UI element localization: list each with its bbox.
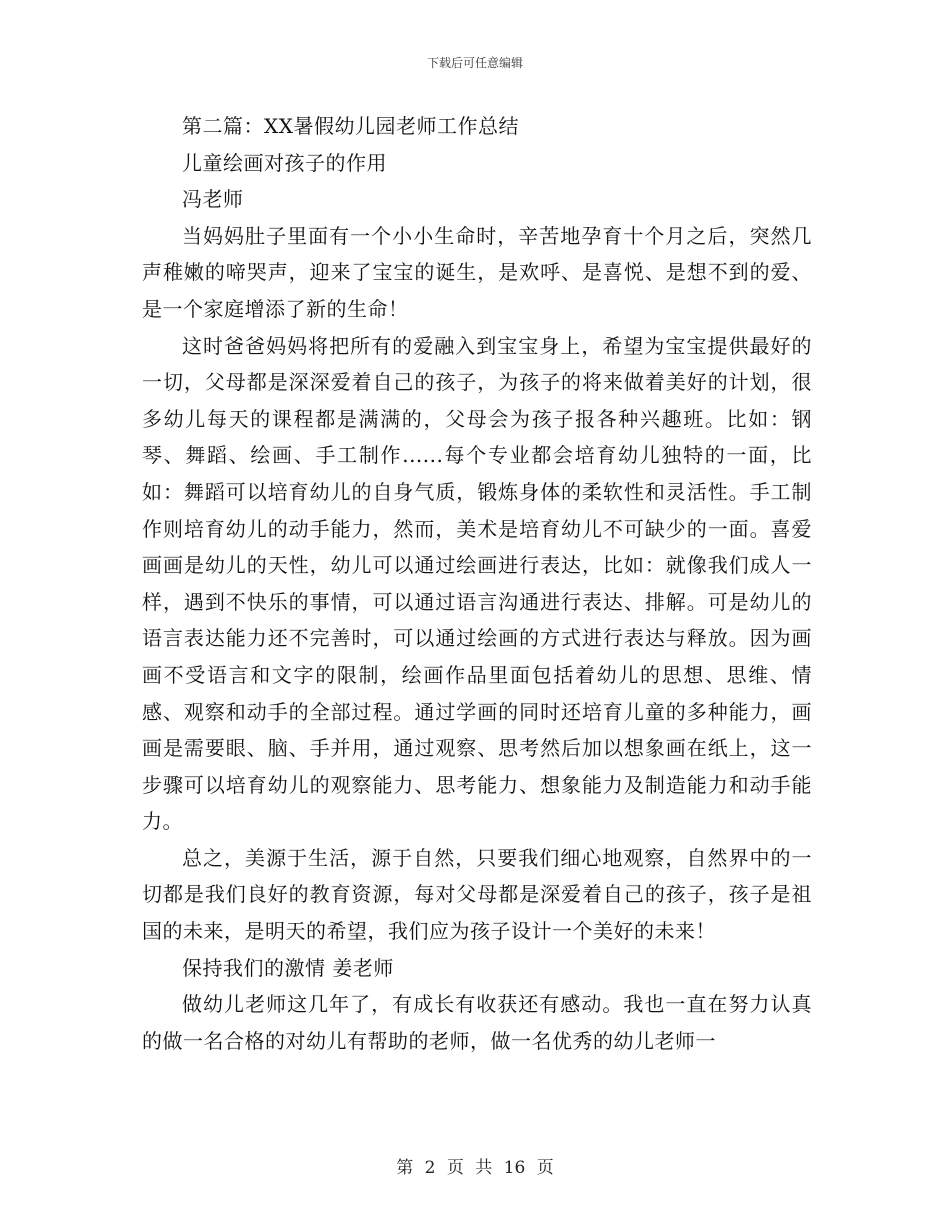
- header-note: 下载后可任意编辑: [426, 56, 523, 70]
- document-body: [142, 108, 812, 1059]
- paragraph: 这时爸爸妈妈将把所有的爱融入到宝宝身上，希望为宝宝提供最好的一切，父母都是深深爱着自己的孩子，为孩子的将来做着美好的计划，很多幼儿每天的课程都是满满的，父母会为孩子报各种兴趣班。比如：钢琴、舞蹈、绘画、手工制作......每个专业都会培育幼儿独特的一面，比如：舞蹈可以培育幼儿的自身气质，锻炼身体的柔软性和灵活性。手工制作则培育幼儿的动手能力，然而，美术是培育幼儿不可缺少的一面。喜爱画画是幼儿的天性，幼儿可以通过绘画进行表达，比如：就像我们成人一样，遇到不快乐的事情，可以通过语言沟通进行表达、排解。可是幼儿的语言表达能力还不完善时，可以通过绘画的方式进行表达与释放。因为画画不受语言和文字的限制，绘画作品里面包括着幼儿的思想、思维、情感、观察和动手的全部过程。通过学画的同时还培育儿童的多种能力，画画是需要眼、脑、手并用，通过观察、思考然后加以想象画在纸上，这一步骤可以培育幼儿的观察能力、思考能力、想象能力及制造能力和动手能力。: [142, 333, 812, 834]
- article-title: 儿童绘画对孩子的作用: [182, 150, 387, 175]
- paragraph: 当妈妈肚子里面有一个小小生命时，辛苦地孕育十个月之后，突然几声稚嫩的啼哭声，迎来了宝宝的诞生，是欢呼、是喜悦、是想不到的爱、是一个家庭增添了新的生命！: [142, 223, 812, 321]
- page-number-footer: 第 2 页 共 16 页: [396, 1158, 554, 1178]
- article-title-author: 保持我们的激情 姜老师: [182, 955, 394, 980]
- paragraph: 总之，美源于生活，源于自然，只要我们细心地观察，自然界中的一切都是我们良好的教育资源，每对父母都是深爱着自己的孩子，孩子是祖国的未来，是明天的希望，我们应为孩子设计一个美好的未来！: [142, 845, 812, 944]
- author-name: 冯老师: [182, 187, 244, 212]
- section-title: 第二篇：XX暑假幼儿园老师工作总结: [182, 114, 519, 138]
- paragraph: 做幼儿老师这几年了，有成长有收获还有感动。我也一直在努力认真的做一名合格的对幼儿有帮助的老师，做一名优秀的幼儿老师一: [142, 992, 812, 1053]
